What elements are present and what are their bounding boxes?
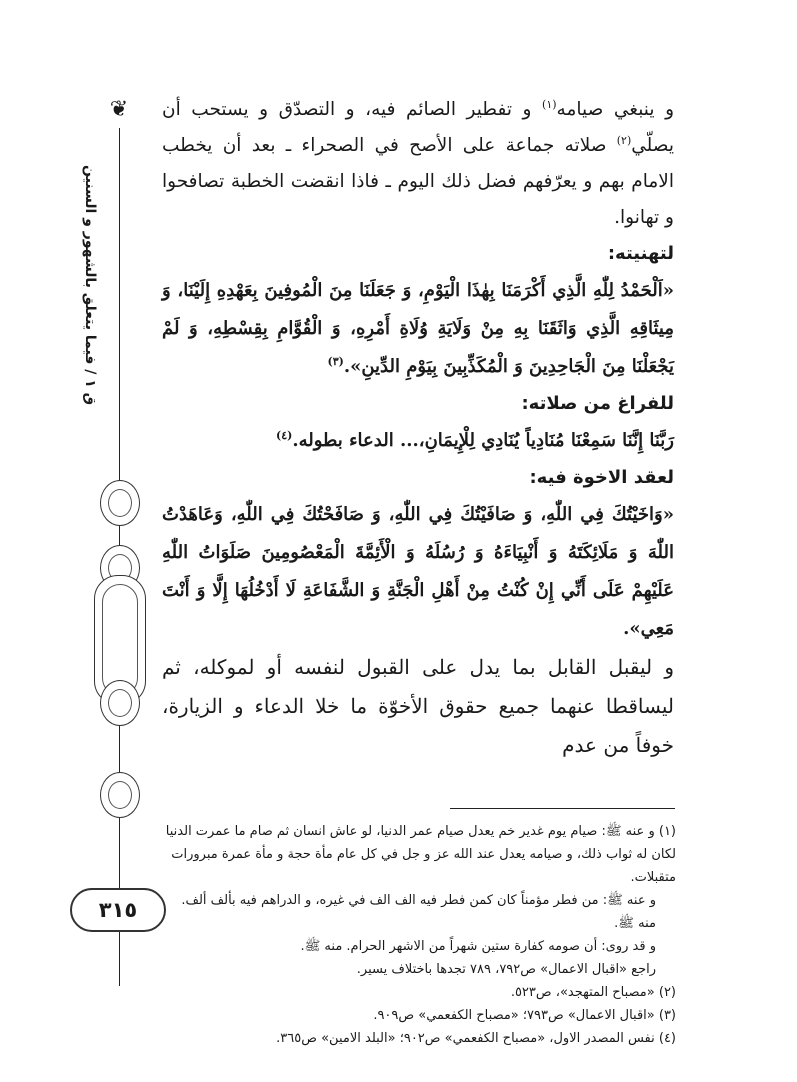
after-prayer-dua bbox=[162, 422, 674, 460]
paragraph-1-middle: و تفطير الصائم فيه، و التصدّق و يستحب أن يصلّي bbox=[162, 99, 674, 156]
footnote-1-cont-b: و قد روى: أن صومه كفارة ستين شهراً من الاشهر الحرام. منه ﷺ. bbox=[300, 939, 656, 954]
running-head: ق ١ / فيما يتعلق بالشهور و السنين bbox=[82, 164, 98, 406]
footnote-separator bbox=[450, 808, 675, 809]
footnote-ref-1: (١) bbox=[542, 97, 557, 111]
page-number: ٣١٥ bbox=[70, 888, 166, 932]
after-prayer-dua-text: رَبَّنَا إِنَّنَا سَمِعْنَا مُنَادِياً يُنَادِي لِلْإِيمَانِ،... الدعاء بطوله. bbox=[292, 430, 674, 451]
margin-ornament-4 bbox=[100, 772, 140, 818]
top-flower-ornament: ❦ bbox=[109, 97, 129, 122]
footnote-2: (٢) «مصباح المتهجد»، ص٥٢٣. bbox=[510, 985, 676, 1000]
paragraph-1-start: و ينبغي صيامه bbox=[556, 99, 675, 120]
margin-ornament-1 bbox=[100, 480, 140, 526]
paragraph-1-end: صلاته جماعة على الأصح في الصحراء ـ بعد أن يخطب الامام بهم و يعرّفهم فضل ذلك اليوم ـ فاذا انقضت الخطبة تصافحوا و تهانوا. bbox=[162, 135, 674, 228]
main-text bbox=[162, 92, 674, 765]
footnote-1: (١) و عنه ﷺ: صيام يوم غدير خم يعدل صيام عمر الدنيا، لو عاش انسان ثم صام ما عمرت الدنيا لكان له ثواب ذلك، و صيامه يعدل عند الله عز و جل في كل عام مأة حجة و مأة عمرة مبرورات متقبلات. bbox=[165, 824, 676, 885]
footnote-ref-4: (٤) bbox=[275, 429, 293, 442]
footnote-ref-3: (٣) bbox=[327, 355, 344, 368]
footnote-3: (٣) «اقبال الاعمال» ص٧٩٣؛ «مصباح الكفعمي» ص٩٠٩. bbox=[373, 1008, 676, 1023]
margin-ornament-3 bbox=[100, 680, 140, 726]
heading-brotherhood: لعقد الاخوة فيه: bbox=[529, 467, 674, 488]
footnote-1-cont-a: و عنه ﷺ: من فطر مؤمناً كان كمن فطر فيه الف الف في غيره، و الدراهم فيه بألف ألف. منه ﷺ. bbox=[181, 893, 656, 931]
paragraph-2: و ليقبل القابل بما يدل على القبول لنفسه أو لموكله، ثم ليساقطا عنهما جميع حقوق الأخوّة ما خلا الدعاء و الزيارة، خوفاً من عدم bbox=[162, 655, 674, 757]
heading-after-prayer: للفراغ من صلاته: bbox=[521, 393, 674, 414]
congratulation-prayer bbox=[162, 272, 674, 386]
footnote-1-cont-c: راجع «اقبال الاعمال» ص٧٩٢، ٧٨٩ تجدها باختلاف يسير. bbox=[356, 962, 656, 977]
footnotes bbox=[160, 820, 676, 1050]
heading-congratulation: لتهنيته: bbox=[607, 243, 674, 264]
footnote-4: (٤) نفس المصدر الاول، «مصباح الكفعمي» ص٩٠٢؛ «البلد الامين» ص٣٦٥. bbox=[276, 1031, 676, 1046]
congratulation-prayer-text: «اَلْحَمْدُ لِلّٰهِ الَّذِي أَكْرَمَنَا بِهٰذَا الْيَوْمِ، وَ جَعَلَنَا مِنَ الْمُوفِينَ بِعَهْدِهِ إِلَيْنَا، وَ مِيثَاقِهِ الَّذِي وَاثَقَنَا بِهِ مِنْ وَلَايَةِ وُلَاةِ أَمْرِهِ، وَ الْقُوَّامِ بِقِسْطِهِ، وَ لَمْ يَجْعَلْنَا مِنَ الْجَاحِدِينَ وَ الْمُكَذِّبِينَ بِيَوْمِ الدِّينِ». bbox=[162, 280, 674, 377]
brotherhood-formula: «وَاخَيْتُكَ فِي اللّٰهِ، وَ صَافَيْتُكَ فِي اللّٰهِ، وَ صَافَحْتُكَ فِي اللّٰهِ، وَعَاهَدْتُ اللّٰهَ وَ مَلَائِكَتَهُ وَ أَنْبِيَاءَهُ وَ رُسُلَهُ وَ الْأَئِمَّةَ الْمَعْصُومِينَ صَلَوَاتُ اللّٰهِ عَلَيْهِمْ عَلَى أَنِّي إِنْ كُنْتُ مِنْ أَهْلِ الْجَنَّةِ وَ الشَّفَاعَةِ لَا أَدْخُلُهَا إِلَّا وَ أَنْتَ مَعِي». bbox=[162, 504, 674, 639]
footnote-ref-2: (٢) bbox=[616, 133, 632, 147]
paragraph-1 bbox=[162, 92, 674, 236]
